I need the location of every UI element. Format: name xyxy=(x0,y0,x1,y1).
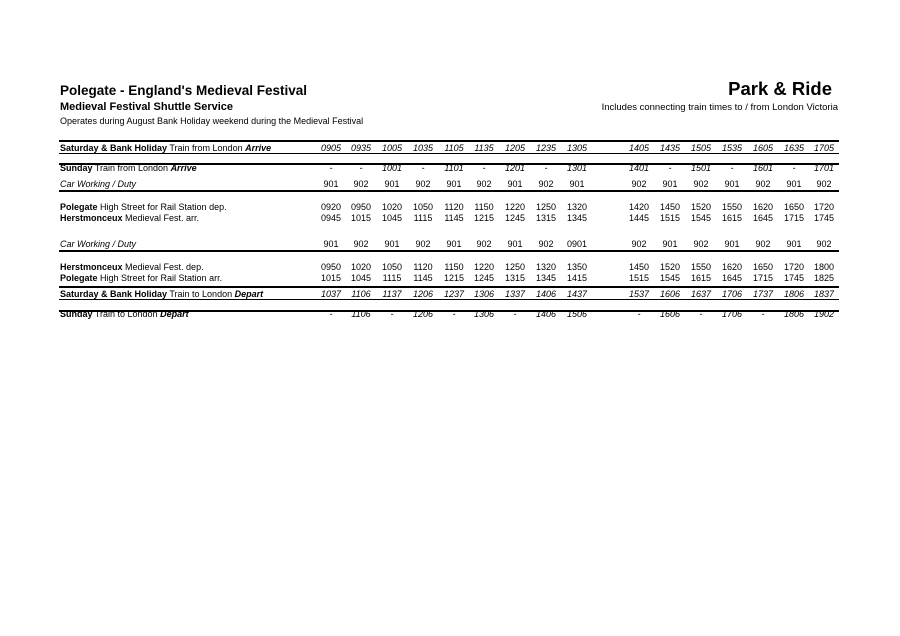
time-cell: 1645 xyxy=(721,273,743,283)
time-cell: 1550 xyxy=(721,202,743,212)
time-cell: 902 xyxy=(538,179,554,189)
time-cell: 902 xyxy=(631,239,647,249)
time-cell: 1220 xyxy=(473,262,495,272)
time-cell: 902 xyxy=(415,179,431,189)
table-row-duty xyxy=(59,239,839,249)
time-cell: 1201 xyxy=(504,163,526,173)
table-row-sat-arrive xyxy=(59,143,839,153)
time-cell: 1615 xyxy=(690,273,712,283)
time-cell: 1115 xyxy=(413,213,433,223)
time-cell: 1545 xyxy=(659,273,681,283)
time-cell: 1015 xyxy=(320,273,342,283)
time-cell: 1837 xyxy=(813,289,835,299)
time-cell: 902 xyxy=(353,179,369,189)
page-title: Polegate - England's Medieval Festival xyxy=(60,83,308,98)
time-cell: 1637 xyxy=(690,289,712,299)
time-cell: 0950 xyxy=(350,202,372,212)
time-cell: 1120 xyxy=(444,202,464,212)
row-label: Herstmonceux Medieval Fest. dep. xyxy=(60,262,204,272)
time-cell: 1715 xyxy=(783,213,805,223)
time-cell: 1020 xyxy=(350,262,372,272)
time-cell: - xyxy=(730,163,734,173)
time-cell: - xyxy=(513,309,517,319)
time-cell: 1150 xyxy=(474,202,494,212)
time-cell: 1806 xyxy=(783,289,805,299)
time-cell: 1206 xyxy=(412,289,434,299)
time-cell: 1245 xyxy=(473,273,495,283)
row-label: Polegate High Street for Rail Station dep. xyxy=(60,202,227,212)
time-cell: 1505 xyxy=(690,143,712,153)
time-cell: 0901 xyxy=(566,239,588,249)
table-row-duty xyxy=(59,179,839,189)
time-cell: 1450 xyxy=(659,202,681,212)
time-cell: - xyxy=(544,163,548,173)
time-cell: 1145 xyxy=(444,213,464,223)
time-cell: 1115 xyxy=(382,273,402,283)
time-cell: 1301 xyxy=(566,163,588,173)
time-cell: 902 xyxy=(693,179,709,189)
time-cell: 901 xyxy=(323,239,339,249)
time-cell: 1445 xyxy=(628,213,650,223)
time-cell: 1537 xyxy=(628,289,650,299)
time-cell: 1825 xyxy=(813,273,835,283)
connecting-note: Includes connecting train times to / from London Victoria xyxy=(601,102,838,113)
time-cell: 0935 xyxy=(350,143,372,153)
departures-block xyxy=(59,286,839,319)
time-cell: 1037 xyxy=(320,289,342,299)
time-cell: 1515 xyxy=(628,273,650,283)
time-cell: 1800 xyxy=(813,262,835,272)
time-cell: 902 xyxy=(755,239,771,249)
time-cell: 902 xyxy=(538,239,554,249)
operates-note: Operates during August Bank Holiday weekend during the Medieval Festival xyxy=(60,116,364,126)
row-label: Saturday & Bank Holiday Train from London Arrive xyxy=(60,143,272,153)
time-cell: 1705 xyxy=(813,143,835,153)
time-cell: 902 xyxy=(755,179,771,189)
time-cell: 902 xyxy=(816,179,832,189)
time-cell: 1205 xyxy=(504,143,526,153)
arrivals-block xyxy=(59,140,839,173)
time-cell: 1045 xyxy=(350,273,372,283)
time-cell: 1337 xyxy=(504,289,526,299)
table-row-polegate-dep xyxy=(59,202,839,212)
time-cell: 1435 xyxy=(659,143,681,153)
time-cell: 1902 xyxy=(813,309,835,319)
time-cell: 1237 xyxy=(443,289,465,299)
time-cell: 1320 xyxy=(566,202,588,212)
time-cell: 1045 xyxy=(381,213,403,223)
time-cell: 1120 xyxy=(413,262,433,272)
time-cell: 1706 xyxy=(721,309,743,319)
time-cell: 1305 xyxy=(566,143,588,153)
time-cell: 902 xyxy=(693,239,709,249)
time-cell: 902 xyxy=(415,239,431,249)
time-cell: 1035 xyxy=(412,143,434,153)
time-cell: 1206 xyxy=(412,309,434,319)
time-cell: 901 xyxy=(786,179,802,189)
time-cell: 1515 xyxy=(659,213,681,223)
time-cell: 1501 xyxy=(690,163,712,173)
time-cell: 901 xyxy=(724,179,740,189)
time-cell: 1306 xyxy=(473,309,495,319)
time-cell: 1005 xyxy=(381,143,403,153)
time-cell: 901 xyxy=(507,179,523,189)
time-cell: 1315 xyxy=(535,213,557,223)
table-row-sat-depart xyxy=(59,289,839,299)
time-cell: - xyxy=(359,163,363,173)
time-cell: 1450 xyxy=(628,262,650,272)
time-cell: 1137 xyxy=(382,289,402,299)
time-cell: 1215 xyxy=(473,213,495,223)
time-cell: 1615 xyxy=(721,213,743,223)
time-cell: 1601 xyxy=(752,163,774,173)
time-cell: - xyxy=(482,163,486,173)
time-cell: 1050 xyxy=(381,262,403,272)
time-cell: 1645 xyxy=(752,213,774,223)
time-cell: 901 xyxy=(384,179,400,189)
time-cell: 1701 xyxy=(813,163,835,173)
time-cell: 1401 xyxy=(628,163,650,173)
time-cell: - xyxy=(390,309,394,319)
row-label: Saturday & Bank Holiday Train to London Depart xyxy=(60,289,264,299)
time-cell: 1506 xyxy=(566,309,588,319)
time-cell: 901 xyxy=(662,179,678,189)
row-label: Sunday Train to London Depart xyxy=(60,309,189,319)
time-cell: 1105 xyxy=(444,143,464,153)
row-label: Car Working / Duty xyxy=(60,239,137,249)
time-cell: 1345 xyxy=(535,273,557,283)
time-cell: 1250 xyxy=(535,202,557,212)
time-cell: 901 xyxy=(569,179,585,189)
table-row-herst-arr xyxy=(59,213,839,223)
time-cell: 1415 xyxy=(566,273,588,283)
time-cell: 901 xyxy=(384,239,400,249)
time-cell: 1106 xyxy=(351,289,371,299)
time-cell: 0920 xyxy=(320,202,342,212)
time-cell: 1350 xyxy=(566,262,588,272)
time-cell: 1215 xyxy=(443,273,465,283)
brand-heading: Park & Ride xyxy=(728,78,832,99)
time-cell: 1406 xyxy=(535,309,557,319)
time-cell: 1315 xyxy=(504,273,526,283)
time-cell: - xyxy=(421,163,425,173)
time-cell: 1620 xyxy=(752,202,774,212)
time-cell: 1050 xyxy=(412,202,434,212)
time-cell: 1535 xyxy=(721,143,743,153)
time-cell: 1101 xyxy=(444,163,464,173)
time-cell: 1550 xyxy=(690,262,712,272)
time-cell: 1745 xyxy=(813,213,835,223)
time-cell: - xyxy=(761,309,765,319)
time-cell: 1001 xyxy=(381,163,403,173)
time-cell: 1737 xyxy=(752,289,774,299)
time-cell: - xyxy=(699,309,703,319)
time-cell: 1720 xyxy=(783,262,805,272)
time-cell: - xyxy=(792,163,796,173)
time-cell: 1606 xyxy=(659,309,681,319)
time-cell: 1250 xyxy=(504,262,526,272)
table-row-herst-dep xyxy=(59,262,839,272)
time-cell: 1520 xyxy=(659,262,681,272)
time-cell: 1015 xyxy=(350,213,372,223)
row-label: Sunday Train from London Arrive xyxy=(60,163,197,173)
service-subtitle: Medieval Festival Shuttle Service xyxy=(60,101,234,113)
time-cell: 1720 xyxy=(813,202,835,212)
time-cell: 1635 xyxy=(783,143,805,153)
time-cell: 1706 xyxy=(721,289,743,299)
time-cell: - xyxy=(329,163,333,173)
row-label: Car Working / Duty xyxy=(60,179,137,189)
time-cell: 1135 xyxy=(474,143,494,153)
time-cell: - xyxy=(668,163,672,173)
row-label: Polegate High Street for Rail Station arr. xyxy=(60,273,223,283)
time-cell: 1235 xyxy=(535,143,557,153)
return-block xyxy=(59,239,839,283)
time-cell: 1715 xyxy=(752,273,774,283)
time-cell: 902 xyxy=(353,239,369,249)
time-cell: 901 xyxy=(446,179,462,189)
time-cell: 901 xyxy=(507,239,523,249)
time-cell: - xyxy=(452,309,456,319)
time-cell: 0945 xyxy=(320,213,342,223)
time-cell: 1406 xyxy=(535,289,557,299)
time-cell: 1606 xyxy=(659,289,681,299)
time-cell: 1245 xyxy=(504,213,526,223)
time-cell: 1650 xyxy=(783,202,805,212)
time-cell: 1106 xyxy=(351,309,371,319)
time-cell: 1020 xyxy=(381,202,403,212)
outbound-block xyxy=(59,179,839,223)
time-cell: 1806 xyxy=(783,309,805,319)
time-cell: 1150 xyxy=(444,262,464,272)
time-cell: 902 xyxy=(816,239,832,249)
time-cell: 902 xyxy=(476,179,492,189)
time-cell: 1220 xyxy=(504,202,526,212)
time-cell: 1320 xyxy=(535,262,557,272)
time-cell: 0950 xyxy=(320,262,342,272)
time-cell: 901 xyxy=(446,239,462,249)
time-cell: 1545 xyxy=(690,213,712,223)
time-cell: 901 xyxy=(786,239,802,249)
time-cell: 1145 xyxy=(413,273,433,283)
time-cell: 902 xyxy=(476,239,492,249)
time-cell: 1745 xyxy=(783,273,805,283)
time-cell: 901 xyxy=(662,239,678,249)
time-cell: 1620 xyxy=(721,262,743,272)
time-cell: 1306 xyxy=(473,289,495,299)
time-cell: 1437 xyxy=(566,289,588,299)
time-cell: 1405 xyxy=(628,143,650,153)
time-cell: 902 xyxy=(631,179,647,189)
row-label: Herstmonceux Medieval Fest. arr. xyxy=(60,213,200,223)
time-cell: 1420 xyxy=(628,202,650,212)
time-cell: 1650 xyxy=(752,262,774,272)
time-cell: - xyxy=(329,309,333,319)
time-cell: 901 xyxy=(323,179,339,189)
time-cell: 0905 xyxy=(320,143,342,153)
time-cell: 1345 xyxy=(566,213,588,223)
time-cell: 901 xyxy=(724,239,740,249)
table-row-polegate-arr xyxy=(59,273,839,283)
time-cell: 1520 xyxy=(690,202,712,212)
time-cell: 1605 xyxy=(752,143,774,153)
time-cell: - xyxy=(637,309,641,319)
